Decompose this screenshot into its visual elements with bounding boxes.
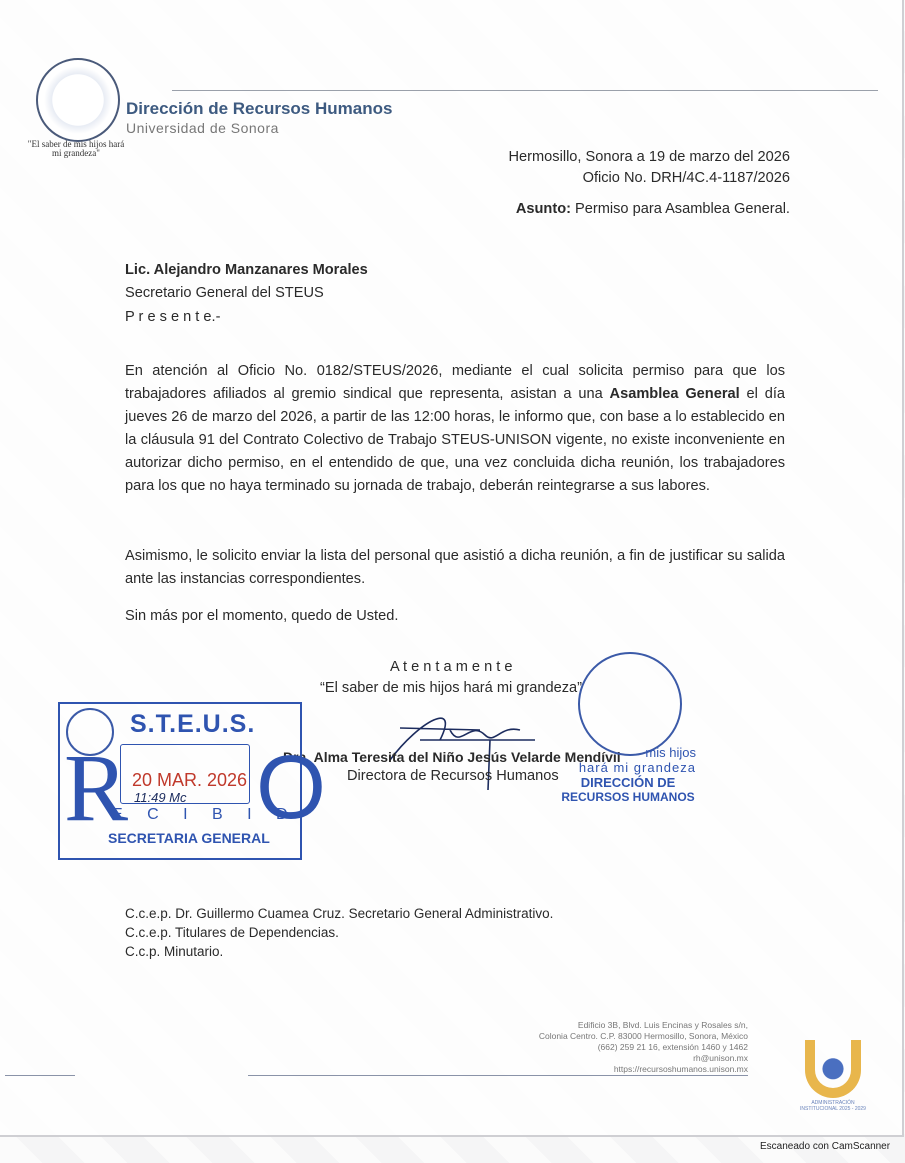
recipient-name: Lic. Alejandro Manzanares Morales bbox=[125, 262, 368, 278]
university-seal-icon bbox=[36, 58, 120, 142]
stamp-date: 20 MAR. 2026 bbox=[132, 770, 248, 790]
oficio-number: Oficio No. DRH/4C.4-1187/2026 bbox=[582, 170, 790, 186]
camscanner-watermark: Escaneado con CamScanner bbox=[760, 1141, 891, 1152]
body-paragraph-3: Sin más por el momento, quedo de Usted. bbox=[125, 608, 399, 624]
address-email: rh@unison.mx bbox=[693, 1053, 748, 1063]
stamp-letter-o: O bbox=[256, 738, 327, 838]
asunto-label: Asunto: bbox=[515, 201, 571, 217]
recipient-presente: P r e s e n t e.- bbox=[125, 309, 221, 325]
steus-title: S.T.E.U.S. bbox=[130, 710, 256, 738]
stamp-dept: SECRETARIA GENERAL bbox=[108, 830, 270, 846]
p1-text-b: el día jueves 26 de marzo del 2026, a partir de las 12:00 horas, le informo que, con base a lo establecido en la cláusula 91 del Contrato Colectivo de Trabajo STEUS-UNISON vigente, no existe inconveniente en autorizar dicho permiso, en el entendido de que, una vez concluida dicha reunión, los trabajadores para los que no haya terminado su jornada de trabajo, deberán reintegrarse a sus labores. bbox=[125, 386, 786, 494]
header-rule bbox=[172, 90, 878, 91]
asunto bbox=[400, 198, 790, 221]
stamp-time: 11:49 Mc bbox=[134, 790, 187, 805]
ccp-item: C.c.p. Minutario. bbox=[125, 944, 224, 959]
p1-text-a: En atención al Oficio No. 0182/STEUS/2026, mediante el cual solicita permiso para que los trabajadores afiliados al gremio sindical que representa, asistan a una bbox=[125, 363, 785, 402]
address-line: Edificio 3B, Blvd. Luis Encinas y Rosales s/n, bbox=[577, 1020, 748, 1030]
rh-stamp-text bbox=[560, 745, 696, 805]
stamp-recibido: E C I B I D bbox=[112, 806, 298, 823]
closing-motto: “El saber de mis hijos hará mi grandeza” bbox=[320, 680, 582, 696]
ccp-item: C.c.e.p. Titulares de Dependencias. bbox=[125, 925, 339, 940]
rh-stamp-line4: RECURSOS HUMANOS bbox=[561, 790, 695, 804]
stamp-letter-r: R bbox=[64, 734, 129, 841]
body-paragraph-1 bbox=[125, 360, 785, 498]
body-paragraph-2: Asimismo, le solicito enviar la lista del personal que asistió a dicha reunión, a fin de justificar su salida ante las instancias correspondientes. bbox=[125, 548, 785, 587]
ccp-list bbox=[125, 904, 553, 961]
header-motto: "El saber de mis hijos hará mi grandeza" bbox=[27, 139, 125, 158]
address-line: Colonia Centro. C.P. 83000 Hermosillo, Sonora, México bbox=[538, 1031, 748, 1041]
rh-stamp-line2: hará mi grandeza bbox=[578, 760, 696, 775]
place-date: Hermosillo, Sonora a 19 de marzo del 2026 bbox=[508, 149, 790, 165]
footer-rule bbox=[248, 1075, 748, 1076]
footer-rule-left bbox=[5, 1075, 75, 1076]
administration-logo-icon bbox=[805, 1040, 861, 1098]
address-line: (662) 259 21 16, extensión 1460 y 1462 bbox=[597, 1042, 748, 1052]
address-url: https://recursoshumanos.unison.mx bbox=[613, 1064, 748, 1074]
footer-address bbox=[480, 1020, 748, 1075]
rh-stamp-line3: DIRECCIÓN DE bbox=[580, 775, 676, 790]
recipient-position: Secretario General del STEUS bbox=[125, 285, 324, 301]
ccp-item: C.c.e.p. Dr. Guillermo Cuamea Cruz. Secretario General Administrativo. bbox=[125, 906, 554, 921]
header-title: Dirección de Recursos Humanos bbox=[126, 99, 393, 118]
rh-seal-stamp-icon bbox=[578, 652, 682, 756]
signer-title: Directora de Recursos Humanos bbox=[347, 768, 559, 784]
administration-logo-text: ADMINISTRACIÓN INSTITUCIONAL 2025 - 2029 bbox=[800, 1100, 866, 1112]
header-subtitle: Universidad de Sonora bbox=[126, 120, 279, 136]
closing-atentamente: A t e n t a m e n t e bbox=[390, 659, 513, 675]
asunto-value: Permiso para Asamblea General. bbox=[575, 201, 790, 217]
steus-received-stamp bbox=[58, 702, 327, 860]
rh-stamp-line1: mis hijos bbox=[645, 745, 696, 760]
p1-bold: Asamblea General bbox=[609, 386, 740, 402]
signer-name: Dra. Alma Teresita del Niño Jesús Velarde Mendívil bbox=[283, 749, 621, 765]
